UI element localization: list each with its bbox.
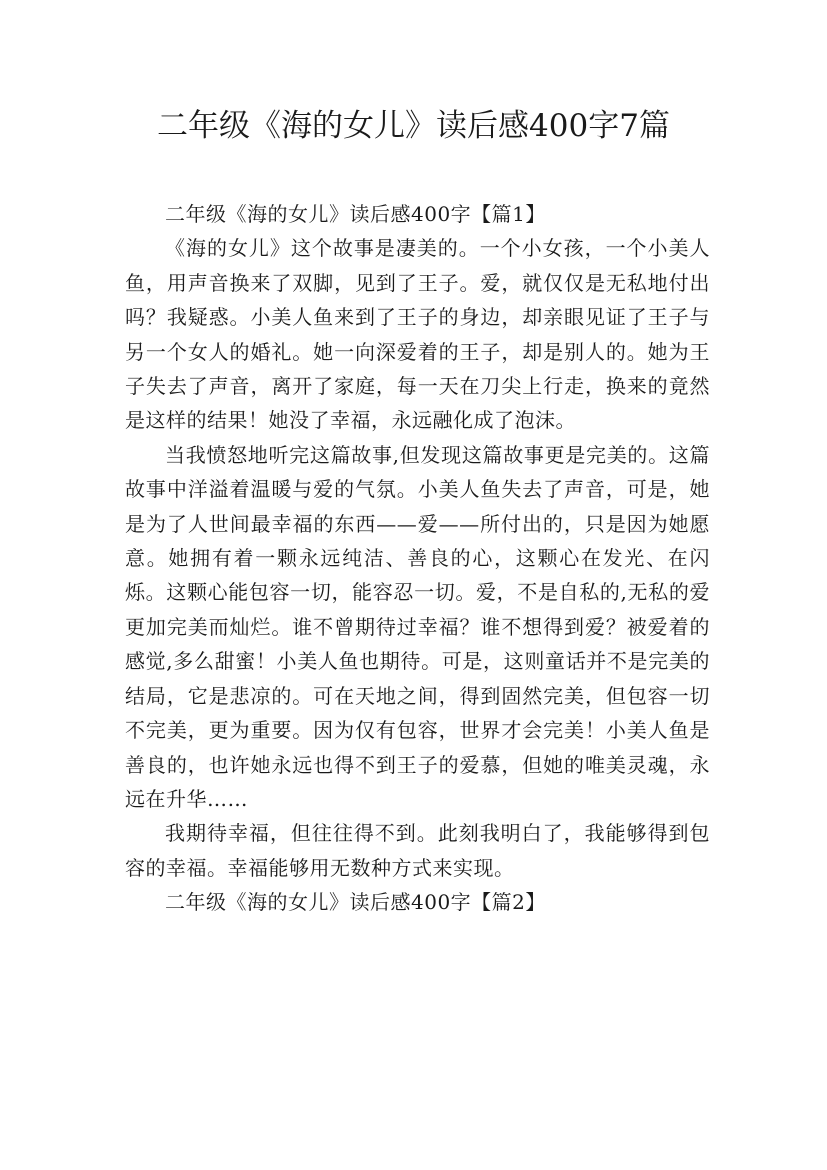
document-title: 二年级《海的女儿》读后感400字7篇 (157, 108, 670, 144)
paragraph: 《海的女儿》这个故事是凄美的。一个小女孩，一个小美人鱼，用声音换来了双脚，见到了王子。爱，就仅仅是无私地付出吗？我疑惑。小美人鱼来到了王子的身边，却亲眼见证了王子与另一个女人的婚礼。她一向深爱着的王子，却是别人的。她为王子失去了声音，离开了家庭，每一天在刀尖上行走，换来的竟然是这样的结果！她没了幸福，永远融化成了泡沫。 (125, 236, 710, 433)
section-heading-2: 二年级《海的女儿》读后感400字【篇2】 (165, 890, 546, 915)
document-body (125, 197, 710, 920)
paragraph: 当我愤怒地听完这篇故事,但发现这篇故事更是完美的。这篇故事中洋溢着温暖与爱的气氛。小美人鱼失去了声音，可是，她是为了人世间最幸福的东西——爱——所付出的，只是因为她愿意。她拥有着一颗永远纯洁、善良的心，这颗心在发光、在闪烁。这颗心能包容一切，能容忍一切。爱，不是自私的,无私的爱更加完美而灿烂。谁不曾期待过幸福？谁不想得到爱？被爱着的感觉,多么甜蜜！小美人鱼也期待。可是，这则童话并不是完美的结局，它是悲凉的。可在天地之间，得到固然完美，但包容一切不完美，更为重要。因为仅有包容，世界才会完美！小美人鱼是善良的，也许她永远也得不到王子的爱慕，但她的唯美灵魂，永远在升华…… (125, 442, 710, 811)
section-heading-1: 二年级《海的女儿》读后感400字【篇1】 (165, 202, 546, 226)
paragraph: 我期待幸福，但往往得不到。此刻我明白了，我能够得到包容的幸福。幸福能够用无数种方式来实现。 (125, 821, 710, 880)
